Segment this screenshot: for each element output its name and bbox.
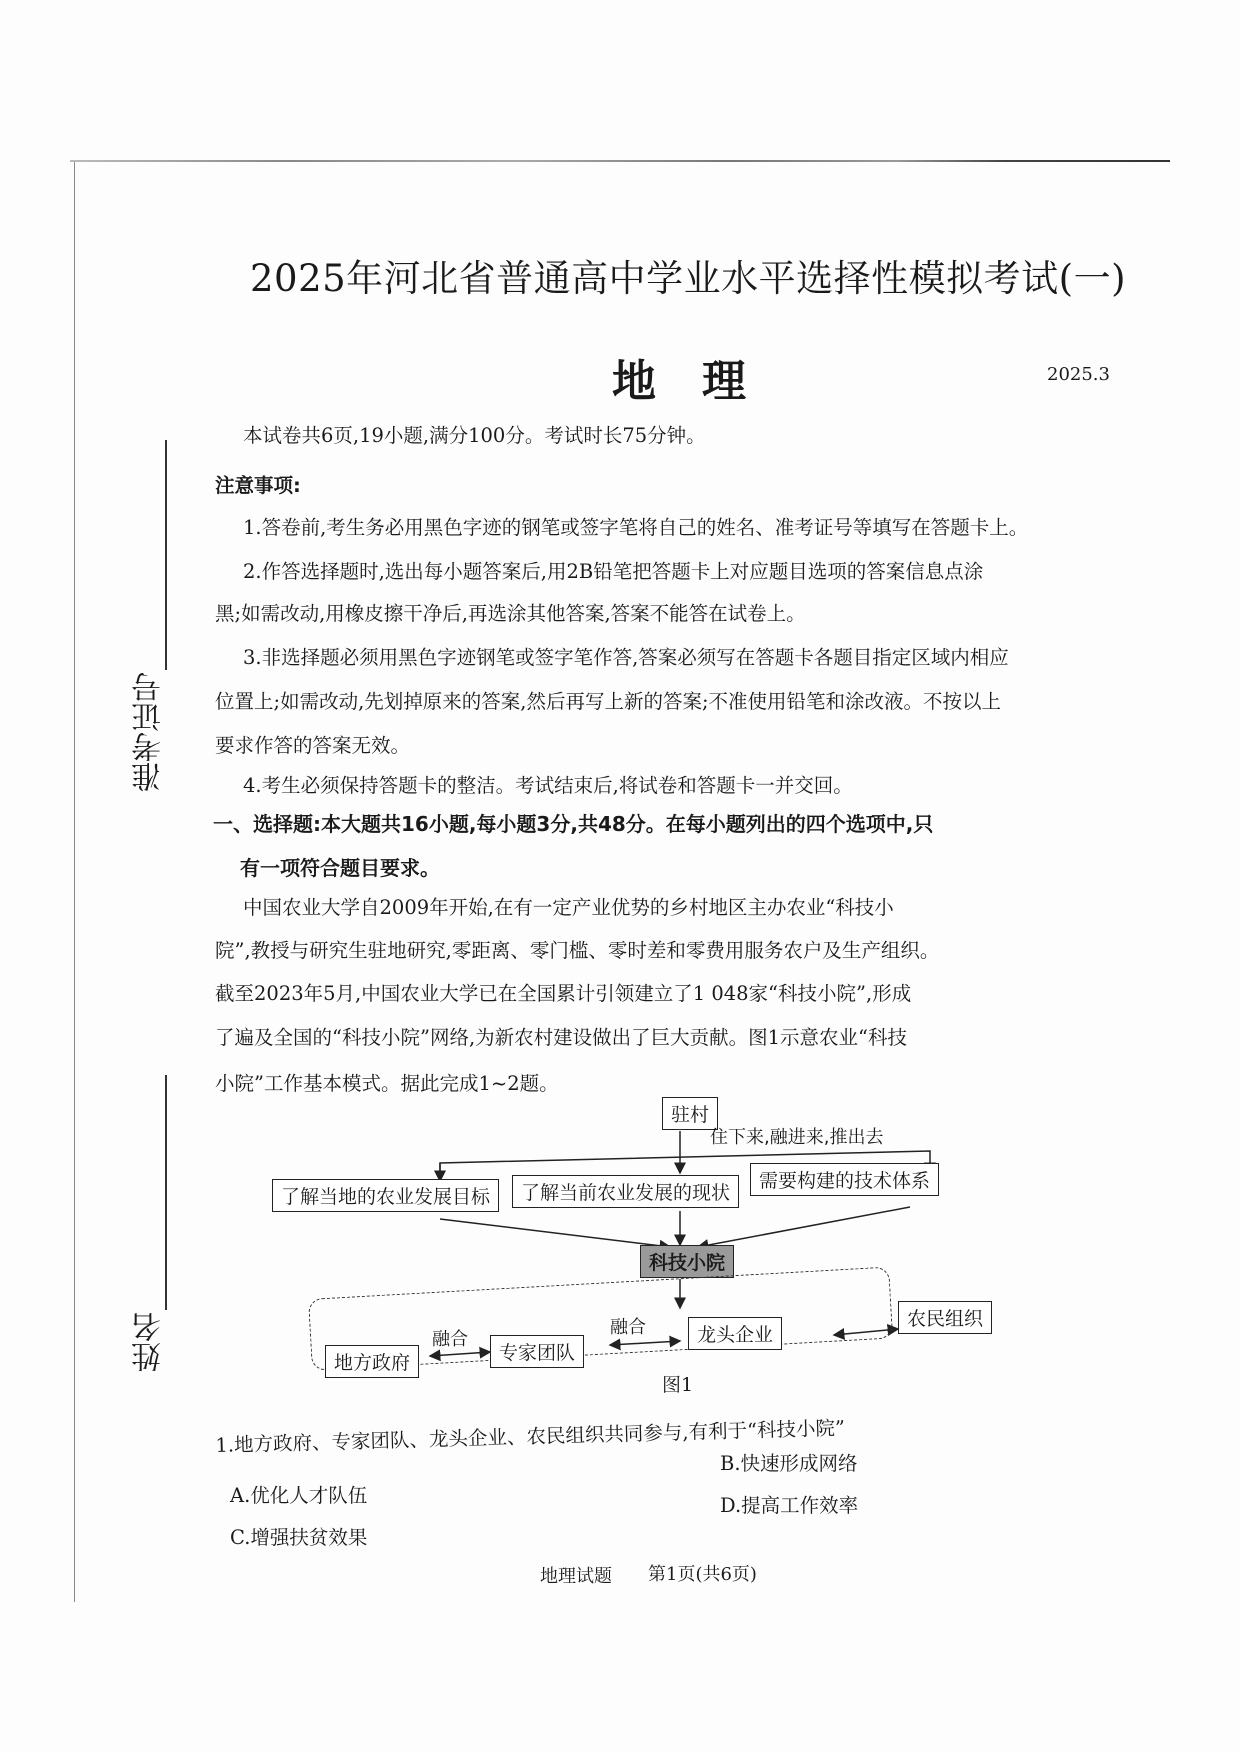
edge-label-live-merge-promote: 住下来,融进来,推出去 bbox=[710, 1127, 884, 1148]
section1-heading: 一、选择题:本大题共16小题,每小题3分,共48分。在每小题列出的四个选项中,只 bbox=[213, 812, 934, 836]
scan-top-edge bbox=[70, 160, 1170, 162]
notice-heading: 注意事项: bbox=[215, 474, 301, 497]
passage-line-1: 中国农业大学自2009年开始,在有一定产业优势的乡村地区主办农业“科技小 bbox=[243, 896, 894, 919]
question-1-option-c[interactable]: C.增强扶贫效果 bbox=[230, 1526, 368, 1549]
name-label: 姓名 bbox=[132, 1312, 167, 1372]
notice-line-1: 1.答卷前,考生务必用黑色字迹的钢笔或签字笔将自己的姓名、准考证号等填写在答题卡上。 bbox=[243, 516, 1029, 539]
scan-left-edge bbox=[74, 162, 75, 1602]
notice-line-4: 4.考生必须保持答题卡的整洁。考试结束后,将试卷和答题卡一并交回。 bbox=[243, 774, 853, 797]
exam-date: 2025.3 bbox=[1047, 364, 1110, 385]
node-science-tech-courtyard: 科技小院 bbox=[640, 1245, 734, 1278]
node-local-government: 地方政府 bbox=[325, 1345, 419, 1378]
node-local-goals: 了解当地的农业发展目标 bbox=[272, 1179, 499, 1212]
node-stay-in-village: 驻村 bbox=[662, 1097, 718, 1130]
notice-line-3c: 要求作答的答案无效。 bbox=[215, 734, 411, 757]
section1-heading-cont: 有一项符合题目要求。 bbox=[240, 856, 440, 880]
exam-id-line bbox=[165, 440, 167, 670]
node-current-status: 了解当前农业发展的现状 bbox=[512, 1175, 739, 1208]
node-leading-enterprise: 龙头企业 bbox=[688, 1317, 782, 1350]
question-1-option-d[interactable]: D.提高工作效率 bbox=[720, 1494, 859, 1517]
node-tech-system: 需要构建的技术体系 bbox=[750, 1163, 939, 1196]
notice-line-3: 3.非选择题必须用黑色字迹钢笔或签字笔作答,答案必须写在答题卡各题目指定区域内相应 bbox=[243, 646, 1009, 669]
figure-1-caption: 图1 bbox=[662, 1374, 694, 1396]
subject-title: 地理 bbox=[612, 356, 792, 407]
edge-label-merge-1: 融合 bbox=[432, 1329, 468, 1350]
notice-line-3b: 位置上;如需改动,先划掉原来的答案,然后再写上新的答案;不准使用铅笔和涂改液。不按以上 bbox=[215, 690, 1002, 713]
question-1-option-b[interactable]: B.快速形成网络 bbox=[720, 1452, 858, 1475]
exam-title: 2025年河北省普通高中学业水平选择性模拟考试(一) bbox=[250, 257, 1127, 300]
passage-line-3: 截至2023年5月,中国农业大学已在全国累计引领建立了1 048家“科技小院”,形成 bbox=[215, 982, 912, 1005]
footer-page-number: 第1页(共6页) bbox=[648, 1564, 757, 1585]
edge-label-merge-2: 融合 bbox=[610, 1317, 646, 1338]
notice-line-2: 2.作答选择题时,选出每小题答案后,用2B铅笔把答题卡上对应题目选项的答案信息点涂 bbox=[243, 560, 984, 583]
question-1-option-a[interactable]: A.优化人才队伍 bbox=[230, 1484, 368, 1507]
figure-1-diagram bbox=[281, 1095, 1050, 1395]
name-line bbox=[165, 1075, 167, 1310]
node-farmer-organization: 农民组织 bbox=[898, 1301, 992, 1334]
node-expert-team: 专家团队 bbox=[490, 1335, 584, 1368]
passage-line-4: 了遍及全国的“科技小院”网络,为新农村建设做出了巨大贡献。图1示意农业“科技 bbox=[215, 1026, 908, 1049]
passage-line-2: 院”,教授与研究生驻地研究,零距离、零门槛、零时差和零费用服务农户及生产组织。 bbox=[215, 939, 940, 962]
question-1-stem: 1.地方政府、专家团队、龙头企业、农民组织共同参与,有利于“科技小院” bbox=[215, 1416, 846, 1457]
notice-line-2b: 黑;如需改动,用橡皮擦干净后,再选涂其他答案,答案不能答在试卷上。 bbox=[215, 602, 806, 625]
exam-id-label: 准考证号 bbox=[132, 672, 167, 792]
passage-line-5: 小院”工作基本模式。据此完成1~2题。 bbox=[215, 1072, 559, 1095]
footer-subject: 地理试题 bbox=[540, 1566, 612, 1587]
exam-intro: 本试卷共6页,19小题,满分100分。考试时长75分钟。 bbox=[243, 424, 706, 447]
